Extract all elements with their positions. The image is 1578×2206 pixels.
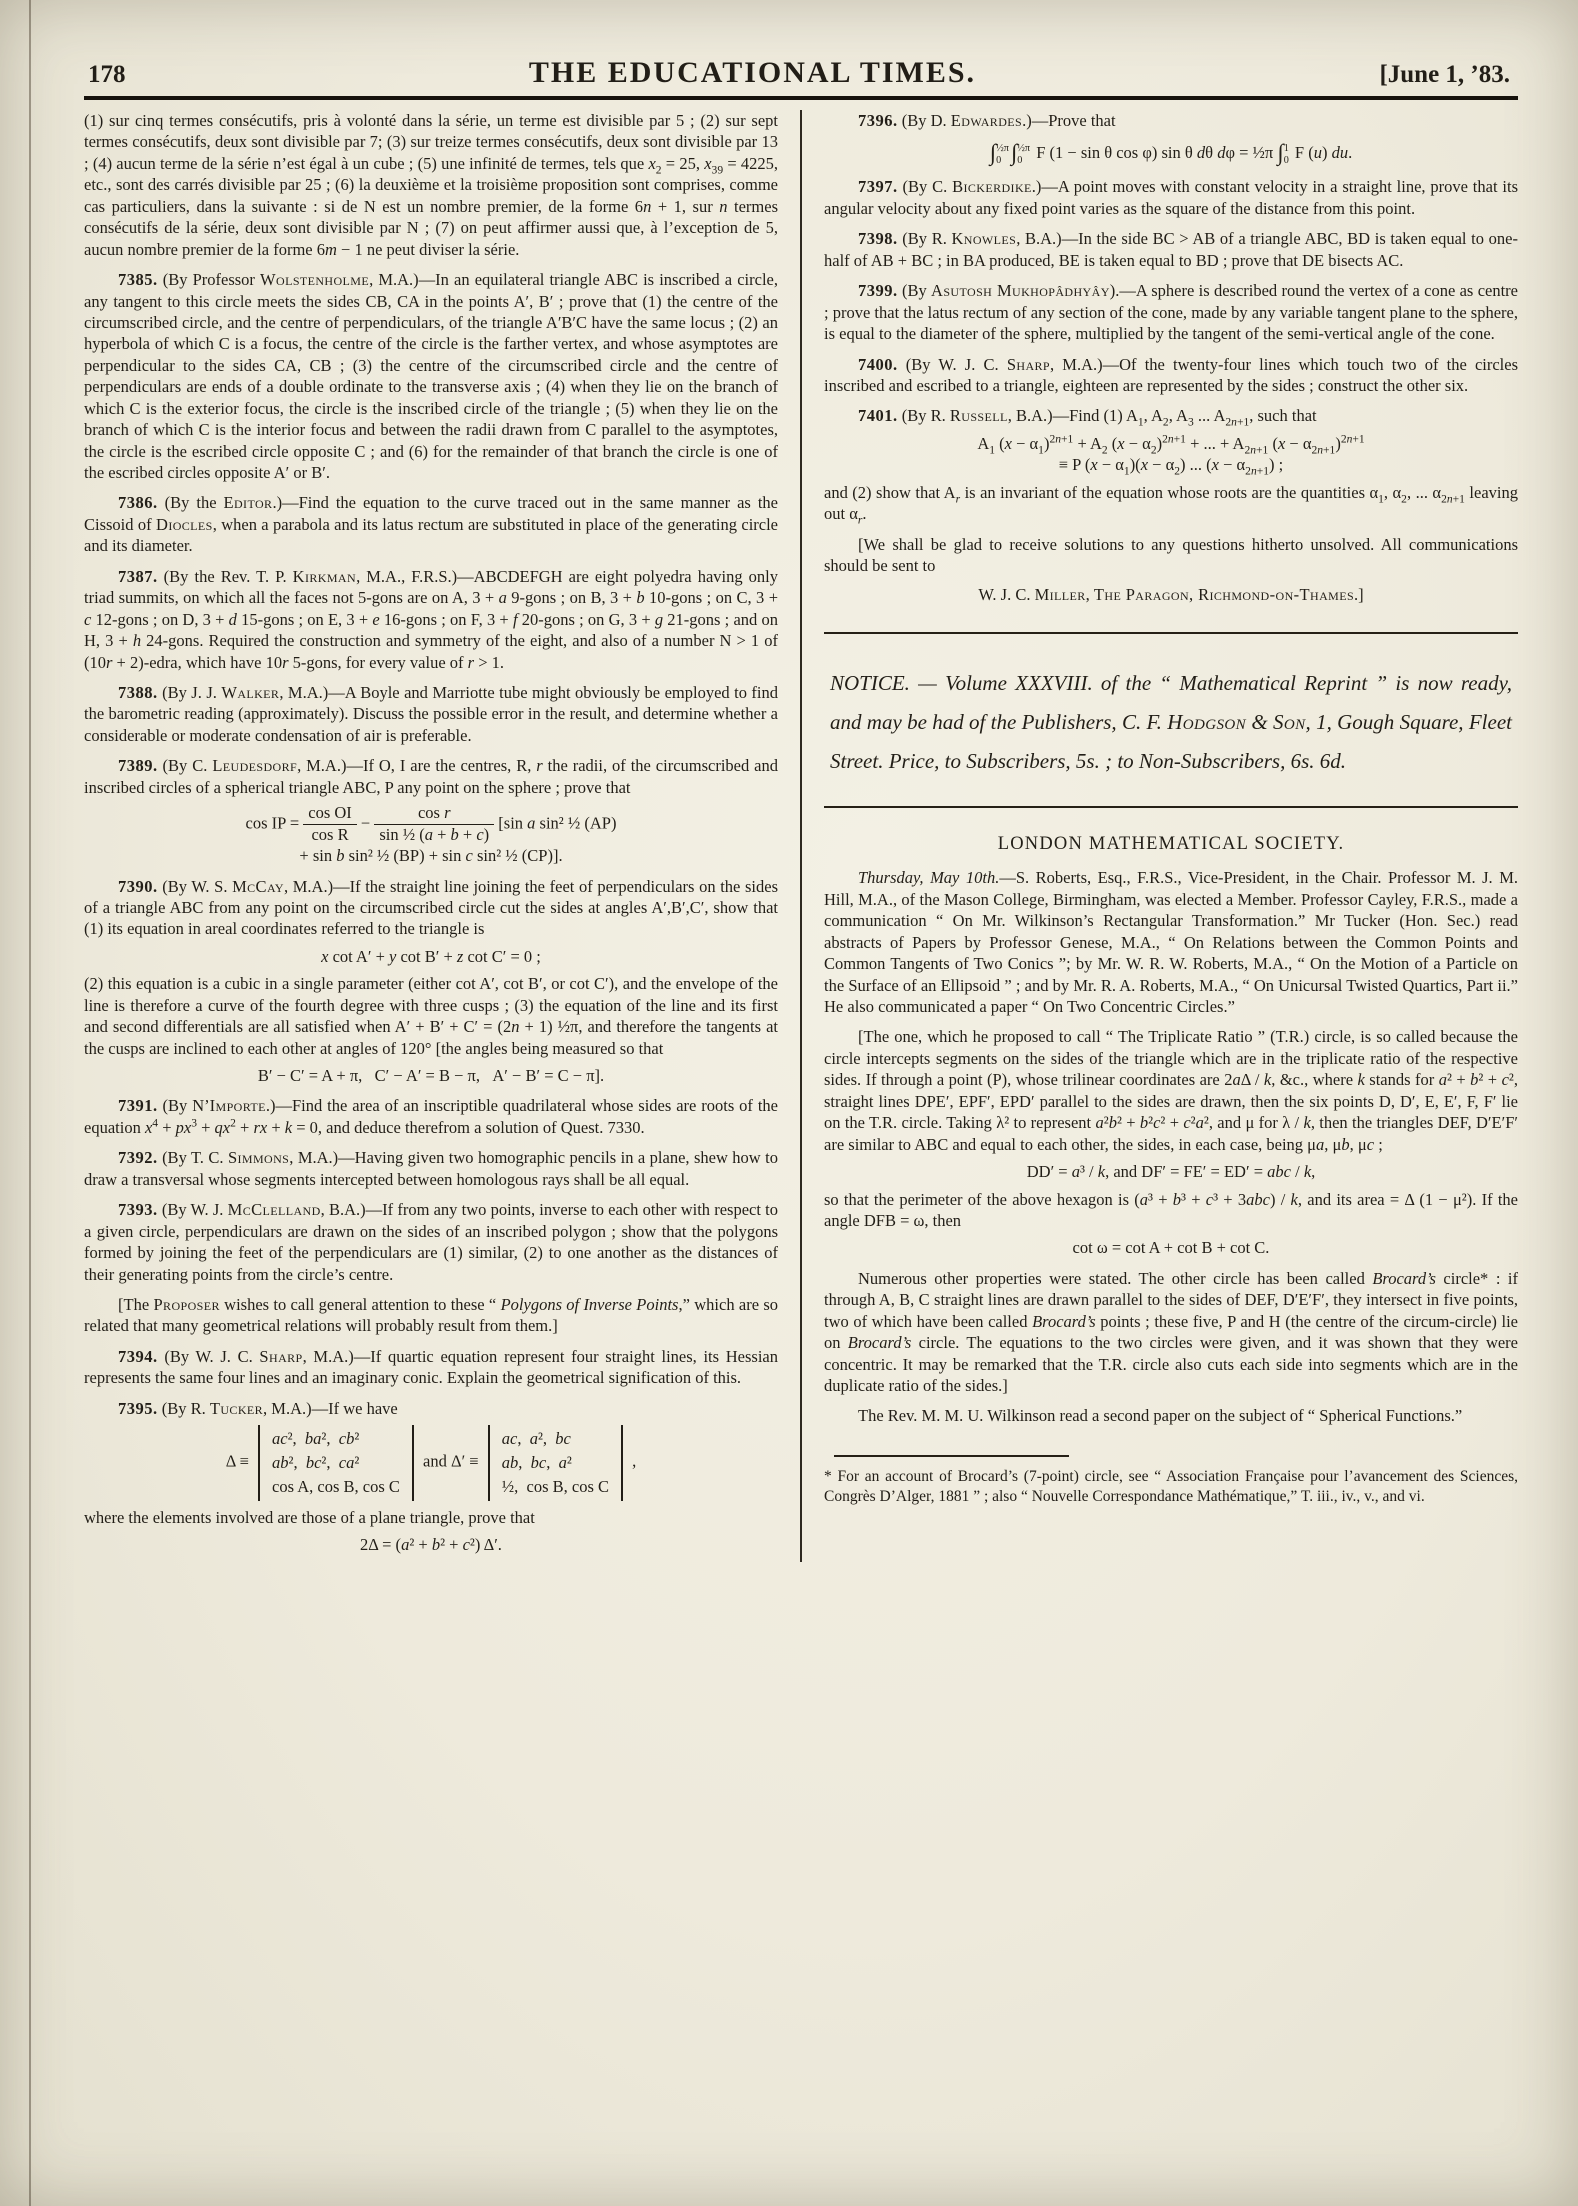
question-7385: 7385. (By Professor Wolstenholme, M.A.)—In an equilateral triangle ABC is inscribed a circle, any tangent to this circle meets the sides CB, CA in the points A′, B′ ; prove that (1) the centre of the circumscribed circle, and the centre of perpendiculars, of the triangle A′B′C have the same locus ; (2) an hyperbola of which C is a focus, the centre of the circle is the farther vertex, and whose asymptotes are perpendicular to the sides CA, CB ; (3) the centre of the circumscribed circle and the centre of perpendiculars are ends of a double ordinate to the transverse axis ; (4) when they lie on the branch of which C is the exterior focus, the circle is the inscribed circle of the triangle ; (5) when they lie on the branch of which C is the interior focus and between the radii drawn from C parallel to the asymptotes, the circle is the escribed circle opposite C ; and (6) for the remainder of that branch the circle is one of the escribed circles opposite A′ or B′.	[84, 270, 778, 482]
society-brocard-paragraph: Numerous other properties were stated. The other circle has been called Brocard’s circle* : if through A, B, C straight lines are drawn parallel to the sides of DEF, D′E′F′, they intersect in five points, two of which have been called Brocard’s points ; these five, P and H (the centre of the circum-circle) lie on Brocard’s circle. The equations to the two circles were given, and it was shown that they were concentric. It may be remarked that the T.R. circle also cuts each side into segments which are in the duplicate ratio of the sides.]	[824, 1268, 1518, 1396]
question-7395: 7395. (By R. Tucker, M.A.)—If we have	[118, 1398, 398, 1418]
formula-7390-b: B′ − C′ = A + π, C′ − A′ = B − π, A′ − B′ = C − π].	[257, 1066, 605, 1085]
society-tr-circle-paragraph: [The one, which he proposed to call “ The Triplicate Ratio ” (T.R.) circle, is so called because the circle intercepts segments on the sides of the triangle which are in the triplicate ratio of the respective sides. If through a point (P), whose trilinear coordinates are 2aΔ / k, &c., where k stands for a² + b² + c², straight lines DPE′, EPF′, EPD′ parallel to the sides are drawn, then the six points D, D′, E, E′, F, F′ lie on the T.R. circle. Taking λ² to represent a²b² + b²c² + c²a², and μ for λ / k, then the triangles DEF, D′E′F′ are similar to ABC and equal to each other, the sides, in each case, being μa, μb, μc ;	[824, 1027, 1518, 1154]
question-7393: 7393. (By W. J. McClelland, B.A.)—If from any two points, inverse to each other with respect to a given circle, perpendiculars are drawn on the sides of an inscribed polygon ; show that the polygons formed by joining the feet of the perpendiculars are (1) similar, (2) to one another as the distances of their generating points from the circle’s centre.	[84, 1200, 778, 1284]
left-column	[84, 110, 800, 1562]
question-7398: 7398. (By R. Knowles, B.A.)—In the side BC > AB of a triangle ABC, BD is taken equal to one-half of AB + BC ; in BA produced, BE is taken equal to BD ; prove that DE bisects AC.	[824, 229, 1518, 270]
proposer-note: [The Proposer wishes to call general attention to these “ Polygons of Inverse Points,” which are so related that many geometrical relations will probably result from them.]	[84, 1294, 778, 1336]
page-number: 178	[88, 61, 126, 88]
question-7394: 7394. (By W. J. C. Sharp, M.A.)—If quartic equation represent four straight lines, its Hessian represents the same four lines and an imaginary conic. Explain the geometrical signification of this.	[84, 1346, 779, 1388]
right-column	[802, 110, 1518, 1562]
question-7389: 7389. (By C. Leudesdorf, M.A.)—If O, I are the centres, R, r the radii, of the circumscribed and inscribed circles of a spherical triangle ABC, P any point on the sphere ; prove that	[84, 756, 779, 797]
question-7386: 7386. (By the Editor.)—Find the equation to the curve traced out in the same manner as the Cissoid of Diocles, when a parabola and its latus rectum are substituted in place of the generating circle and its diameter.	[84, 493, 779, 556]
page-header	[84, 56, 1518, 96]
notice: NOTICE. — Volume XXXVIII. of the “ Mathematical Reprint ” is now ready, and may be had of the Publishers, C. F. Hodgson & Son, 1, Gough Square, Fleet Street. Price, to Subscribers, 5s. ; to Non-Subscribers, 6s. 6d.	[824, 632, 1518, 809]
society-heading: LONDON MATHEMATICAL SOCIETY.	[997, 834, 1345, 855]
solutions-note: [We shall be glad to receive solutions to any questions hitherto unsolved. All communications should be sent to	[824, 534, 1518, 576]
two-column-body	[84, 110, 1518, 1562]
society-formula-dd: DD′ = a³ / k, and DF′ = FE′ = ED′ = abc / k,	[1026, 1162, 1316, 1182]
question-7388: 7388. (By J. J. Walker, M.A.)—A Boyle and Marriotte tube might obviously be employed to find the barometric reading (approximately). Discuss the possible error in the result, and determine whether a considerable or moderate condensation of air is preferable.	[84, 682, 779, 745]
question-7397: 7397. (By C. Bickerdike.)—A point moves with constant velocity in a straight line, prove that its angular velocity about any fixed point varies as the square of the distance from this point.	[824, 177, 1518, 218]
society-wilkinson-paragraph: The Rev. M. M. U. Wilkinson read a second paper on the subject of “ Spherical Functions.”	[858, 1406, 1463, 1426]
question-7392: 7392. (By T. C. Simmons, M.A.)—Having given two homographic pencils in a plane, shew how to draw a transversal whose segments intercepted between homologous rays shall be all equal.	[84, 1148, 778, 1189]
correspondence-address: W. J. C. Miller, The Paragon, Richmond-on-Thames.]	[978, 585, 1364, 605]
footnote-rule	[834, 1455, 1069, 1457]
question-7401: 7401. (By R. Russell, B.A.)—Find (1) $A_1$, $A_2$, $A_3$ ... $A_{2n+1}$, such that	[858, 406, 1317, 429]
question-7401-continued: and (2) show that $A_r$ is an invariant of the equation whose roots are the quantities $\alpha_1$, $\alpha_2$, ... $\alpha_{2n+1}$ leaving out $\alpha_r$.	[824, 482, 1518, 527]
formula-7395-result: 2Δ = (a² + b² + c²) Δ′.	[360, 1535, 502, 1555]
integral-formula-7396: ∫½π 0 ∫½π 0 F (1 − sin θ cos φ) sin θ dθ dφ = ½π ∫1 0 F (u) du.	[989, 139, 1353, 166]
society-formula-cot: cot ω = cot A + cot B + cot C.	[1072, 1238, 1270, 1258]
formula-7401: $A_1$ $(x - \alpha_1)^{2n+1} + A_2$ $(x - \alpha_2)^{2n+1}$ + ... + $A_{2n+1}$ $(x - \alpha_{2n+1})^{2n+1}$ ≡ P $(x - \alpha_1)(x - \alpha_2)$ ... $(x - \alpha_{2n+1})$ ;	[977, 433, 1365, 478]
question-7391: 7391. (By N’Importe.)—Find the area of an inscriptible quadrilateral whose sides are roots of the equation $x^4 + px^3 + qx^2$ + rx + k = 0, and deduce therefrom a solution of Quest. 7330.	[84, 1096, 778, 1137]
french-continuation: (1) sur cinq termes consécutifs, pris à volonté dans la série, un terme est divisible par 5 ; (2) sur sept termes consécutifs, deux sont divisible par 7; (3) sur treize termes consécutifs, deux sont divisible par 13 ; (4) aucun terme de la série n’est égal à un cube ; (5) une infinité de termes, tels que $x_2 = 25$, $x_{39} = 4225$, etc., sont des carrés divisible par 25 ; (6) la deuxième et la troisième proposition sont comprises, comme cas particuliers, dans la suivante : si de N est un nombre premier, de la forme 6n + 1, sur n termes consécutifs de la série, deux sont divisible par N ; (7) on peut affirmer aussi que, à l’exception de 5, aucun nombre premier de la forme 6m − 1 ne peut diviser la série.	[84, 111, 779, 259]
question-7400: 7400. (By W. J. C. Sharp, M.A.)—Of the twenty-four lines which touch two of the circles inscribed and escribed to a triangle, eighteen are represented by the sides ; construct the other six.	[824, 354, 1518, 395]
header-rule	[84, 96, 1518, 100]
question-7395-continued: where the elements involved are those of a plane triangle, prove that	[84, 1507, 535, 1527]
question-7396: 7396. (By D. Edwardes.)—Prove that	[858, 111, 1116, 130]
question-7390: 7390. (By W. S. McCay, M.A.)—If the straight line joining the feet of perpendiculars on the sides of a triangle ABC from any point on the circumscribed circle cut the sides at angles A′,B′,C′, show that (1) its equation in areal coordinates referred to the triangle is	[84, 876, 779, 939]
determinant-formula-7395: Δ ≡ ac², ba², cb² ab², bc², ca² cos A, cos B, cos C and Δ′ ≡ ac, a², bc ab, bc, a² ½, cos B, cos C ,	[84, 1425, 778, 1501]
question-7390-continued: (2) this equation is a cubic in a single parameter (either cot A′, cot B′, or cot C′), and the envelope of the line is therefore a curve of the fourth degree with three cusps ; (3) the equation of the line and its first and second differentials are all satisfied when A′ + B′ + C′ = (2n + 1) ½π, and therefore the tangents at the cusps are inclined to each other at angles of 120° [the angles being measured so that	[84, 974, 778, 1058]
formula-7390-a: x cot A′ + y cot B′ + z cot C′ = 0 ;	[321, 946, 541, 966]
society-meeting-report: Thursday, May 10th.—S. Roberts, Esq., F.R.S., Vice-President, in the Chair. Professor M. J. M. Hill, M.A., of the Mason College, Birmingham, was elected a Member. Professor Cayley, F.R.S., made a communication “ On Mr. Wilkinson’s Rectangular Transformation.” Mr Tucker (Hon. Sec.) read abstracts of Papers by Professor Genese, M.A., “ On Relations between the Common Points and Common Tangents of Two Conics ”; by Mr. W. R. W. Roberts, M.A., “ On the Motion of a Particle on the Surface of an Ellipsoid ” ; and by Mr. R. A. Roberts, M.A., “ On Unicursal Twisted Quartics, Part ii.” He also communicated a paper “ On Two Concentric Circles.”	[824, 868, 1518, 1017]
question-7399: 7399. (By Asutosh Mukhopâdhyây).—A sphere is described round the vertex of a cone as centre ; prove that the latus rectum of any section of the cone, made by any variable tangent plane to the sphere, is equal to the diameter of the sphere, multiplied by the tangent of the semi-vertical angle of the cone.	[824, 281, 1518, 344]
issue-date: [June 1, ’83.	[1379, 61, 1510, 88]
footnote: * For an account of Brocard’s (7-point) circle, see “ Association Française pour l’avancement des Sciences, Congrès D’Alger, 1881 ” ; also “ Nouvelle Correspondance Mathématique,” T. iii., iv., v., and vi.	[824, 1467, 1518, 1506]
question-7387: 7387. (By the Rev. T. P. Kirkman, M.A., F.R.S.)—ABCDEFGH are eight polyedra having only triad summits, on which all the faces not 5-gons are on A, 3 + a 9-gons ; on B, 3 + b 10-gons ; on C, 3 + c 12-gons ; on D, 3 + d 15-gons ; on E, 3 + e 16-gons ; on F, 3 + f 20-gons ; on G, 3 + g 21-gons ; and on H, 3 + h 24-gons. Required the construction and symmetry of the eight, and also of a number N > 1 of (10r + 2)-edra, which have 10r 5-gons, for every value of r > 1.	[84, 566, 778, 672]
journal-title: THE EDUCATIONAL TIMES.	[528, 56, 977, 89]
binding-margin-line	[29, 0, 31, 2206]
society-perimeter-paragraph: so that the perimeter of the above hexagon is (a³ + b³ + c³ + 3abc) / k, and its area = Δ (1 − μ²). If the angle DFB = ω, then	[824, 1189, 1518, 1230]
formula-7389: cos IP = $\frac{\text{cos OI}}{\text{cos R}}$ − $\frac{\text{cos r}}{\text{sin ½ (a + b + c)}}$ [sin a sin² ½ (AP) + sin b sin² ½ (BP) + sin c sin² ½ (CP)].	[245, 803, 617, 866]
